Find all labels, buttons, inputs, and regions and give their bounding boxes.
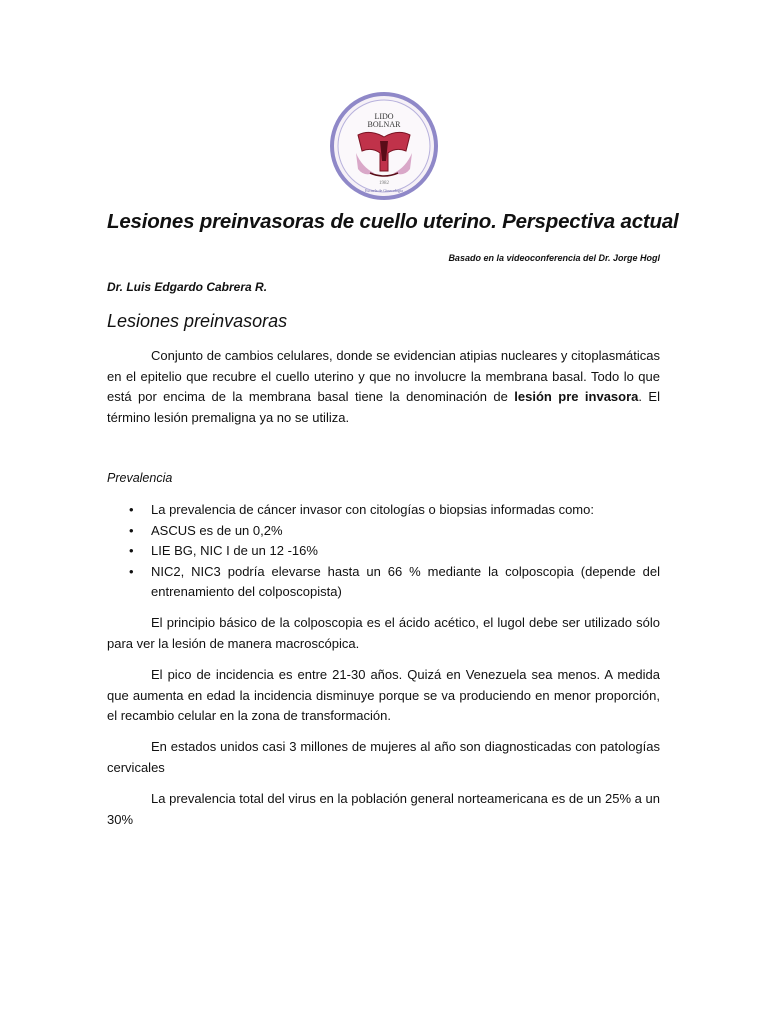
paragraph-colposcopy: El principio básico de la colposcopia es el ácido acético, el lugol debe ser utilizado sólo para ver la lesión de manera macroscópica. (107, 615, 660, 651)
bullet-icon: • (129, 543, 134, 558)
prevalence-list (107, 500, 660, 603)
intro-bold-term: lesión pre invasora (514, 389, 639, 404)
bullet-icon: • (129, 522, 134, 538)
intro-text-after: . El término lesión premaligna ya no se utiliza. (107, 389, 660, 425)
list-item: • NIC2, NIC3 podría elevarse hasta un 66 % mediante la colposcopia (depende del entrenamiento del colposcopista) (129, 563, 660, 599)
list-item: • LIE BG, NIC I de un 12 -16% (107, 541, 660, 562)
section-heading: Lesiones preinvasoras (107, 311, 288, 331)
logo-name-text: BOLNAR (367, 120, 401, 129)
paragraph-usa: En estados unidos casi 3 millones de mujeres al año son diagnosticadas con patologías cervicales (107, 739, 660, 775)
paragraph-incidence: El pico de incidencia es entre 21-30 años. Quizá en Venezuela sea menos. A medida que aumenta en edad la incidencia disminuye porque se va produciendo en menor proporción, el recambio celular en la zona de transformación. (107, 667, 660, 723)
prevalence-label: Prevalencia (107, 471, 173, 485)
intro-text-before: Conjunto de cambios celulares, donde se evidencian atipias nucleares y citoplasmáticas en el epitelio que recubre el cuello uterino y que no involucre la membrana basal. Todo lo que está por encima de la membrana basal tiene la denominación de (107, 348, 660, 404)
document-author: Dr. Luis Edgardo Cabrera R. (107, 280, 268, 294)
document-subtitle: Basado en la videoconferencia del Dr. Jorge Hogl (448, 253, 660, 263)
list-item: • ASCUS es de un 0,2% (107, 521, 660, 542)
logo-top-text: LIDO (374, 112, 394, 121)
institution-logo (330, 91, 438, 201)
logo-ring-text: Escuela de Ginecología (365, 188, 403, 193)
document-title: Lesiones preinvasoras de cuello uterino. Perspectiva actual (107, 210, 679, 233)
list-item: • La prevalencia de cáncer invasor con citologías o biopsias informadas como: (107, 500, 660, 521)
paragraph-virus-prevalence: La prevalencia total del virus en la población general norteamericana es de un 25% a un 30% (107, 791, 660, 827)
logo-year-text: 1982 (379, 181, 389, 186)
intro-paragraph (107, 346, 660, 428)
bullet-icon: • (129, 502, 134, 517)
bullet-icon: • (129, 563, 134, 579)
